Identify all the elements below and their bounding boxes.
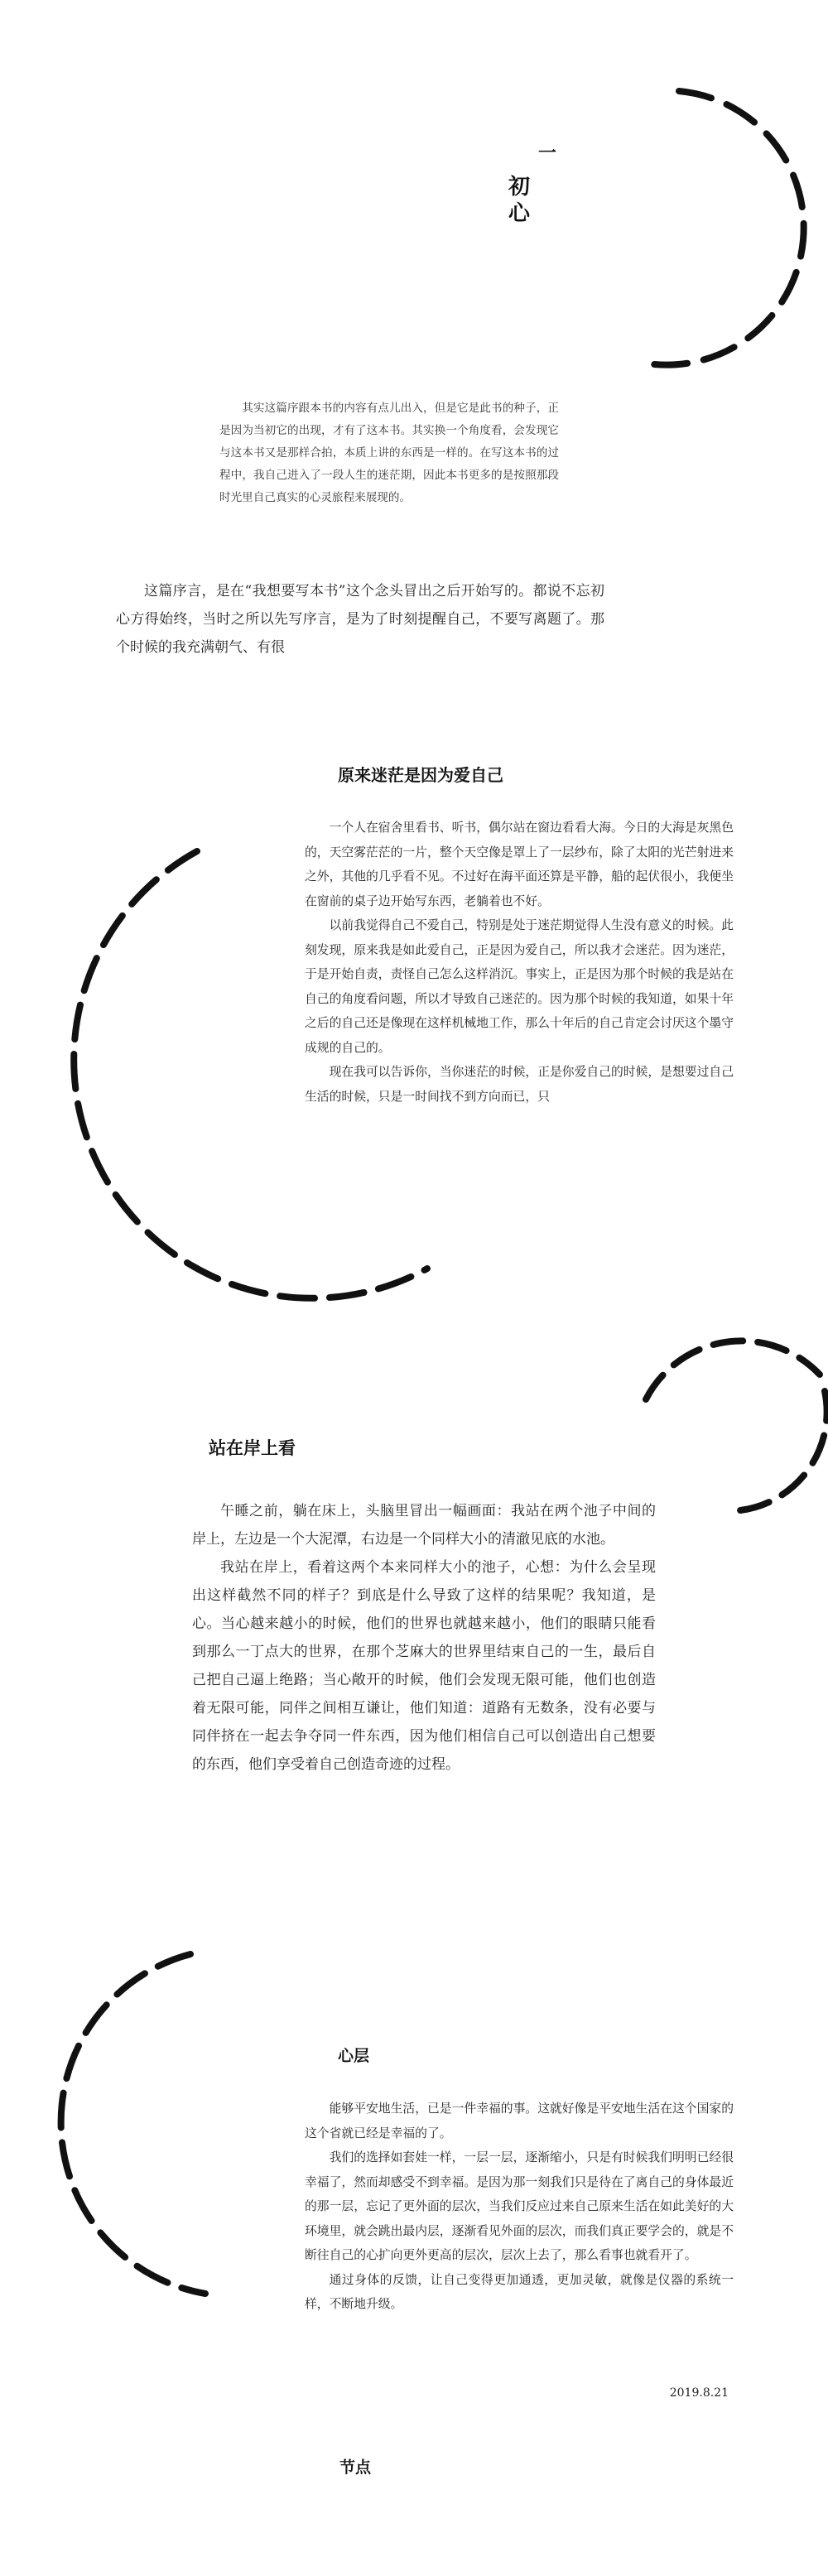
paragraph: 能够平安地生活，已是一件幸福的事。这就好像是平安地生活在这个国家的这个省就已经是幸福的了。 bbox=[305, 2102, 734, 2140]
intro-heading-dash: 一 bbox=[538, 142, 557, 164]
section-title-confusion: 原来迷茫是因为爱自己 bbox=[338, 765, 503, 785]
section-title-node: 节点 bbox=[339, 2458, 372, 2477]
intro-body: 这篇序言，是在“我想要写本书”这个念头冒出之后开始写的。都说不忘初心方得始终，当时之所以先写序言，是为了时刻提醒自己，不要写离题了。那个时候的我充满朝气、有很 bbox=[116, 583, 604, 656]
paragraph: 午睡之前，躺在床上，头脑里冒出一幅画面：我站在两个池子中间的岸上，左边是一个大泥潭，右边是一个同样大小的清澈见底的水池。 bbox=[192, 1503, 656, 1548]
intro-heading: 初心 bbox=[508, 175, 531, 226]
paragraph: 现在我可以告诉你，当你迷茫的时候，正是你爱自己的时候，是想要过自己生活的时候，只是一时间找不到方向而已，只 bbox=[305, 1065, 734, 1104]
section-body-layers bbox=[305, 2097, 734, 2317]
paragraph: 以前我觉得自己不爱自己，特别是处于迷茫期觉得人生没有意义的时候。此刻发现，原来我是如此爱自己，正是因为爱自己，所以我才会迷茫。因为迷茫，于是开始自责，责怪自己怎么这样消沉。事实上，正是因为那个时候的我是站在自己的角度看问题，所以才导致自己迷茫的。因为那个时候的我知道，如果十年之后的自己还是像现在这样机械地工作，那么十年后的自己肯定会讨厌这个墨守成规的自己的。 bbox=[305, 918, 734, 1055]
section-body-shore bbox=[192, 1497, 656, 1779]
preface-note: 其实这篇序跟本书的内容有点儿出入，但是它是此书的种子，正是因为当初它的出现，才有了这本书。其实换一个角度看，会发现它与这本书又是那样合拍，本质上讲的东西是一样的。在写这本书的过程中，我自己进入了一段人生的迷茫期，因此本书更多的是按照那段时光里自己真实的心灵旅程来展现的。 bbox=[219, 402, 559, 504]
paragraph: 我站在岸上，看着这两个本来同样大小的池子，心想：为什么会呈现出这样截然不同的样子？到底是什么导致了这样的结果呢？我知道，是心。当心越来越小的时候，他们的世界也就越来越小，他们的眼睛只能看到那么一丁点大的世界，在那个芝麻大的世界里结束自己的一生，最后自己把自己逼上绝路；当心敞开的时候，他们会发现无限可能，他们也创造着无限可能，同伴之间相互谦让，他们知道：道路有无数条，没有必要与同伴挤在一起去争夺同一件东西，因为他们相信自己可以创造出自己想要的东西，他们享受着自己创造奇迹的过程。 bbox=[192, 1559, 656, 1773]
date-stamp: 2019.8.21 bbox=[669, 2386, 729, 2400]
paragraph: 我们的选择如套娃一样，一层一层，逐渐缩小，只是有时候我们明明已经很幸福了，然而却感受不到幸福。是因为那一刻我们只是待在了离自己的身体最近的那一层，忘记了更外面的层次，当我们反应过来自己原来生活在如此美好的大环境里，就会跳出最内层，逐渐看见外面的层次，而我们真正要学会的，就是不断往自己的心扩向更外更高的层次，层次上去了，那么看事也就看开了。 bbox=[305, 2150, 734, 2262]
section-title-layers: 心层 bbox=[338, 2047, 370, 2065]
dashed-ring-bottom-left bbox=[0, 1929, 232, 2294]
section-body-confusion bbox=[305, 816, 734, 1109]
paragraph: 一个人在宿舍里看书、听书，偶尔站在窗边看看大海。今日的大海是灰黑色的，天空雾茫茫的一片，整个天空像是罩上了一层纱布，除了太阳的光芒射进来之外，其他的几乎看不见。不过好在海平面还算是平静，船的起伏很小，我便坐在窗前的桌子边开始写东西，老躺着也不好。 bbox=[305, 821, 734, 908]
dashed-ring-right bbox=[629, 1325, 828, 1540]
paragraph: 通过身体的反馈，让自己变得更加通透，更加灵敏，就像是仪器的系统一样，不断地升级。 bbox=[305, 2272, 734, 2311]
section-title-shore: 站在岸上看 bbox=[209, 1437, 296, 1458]
